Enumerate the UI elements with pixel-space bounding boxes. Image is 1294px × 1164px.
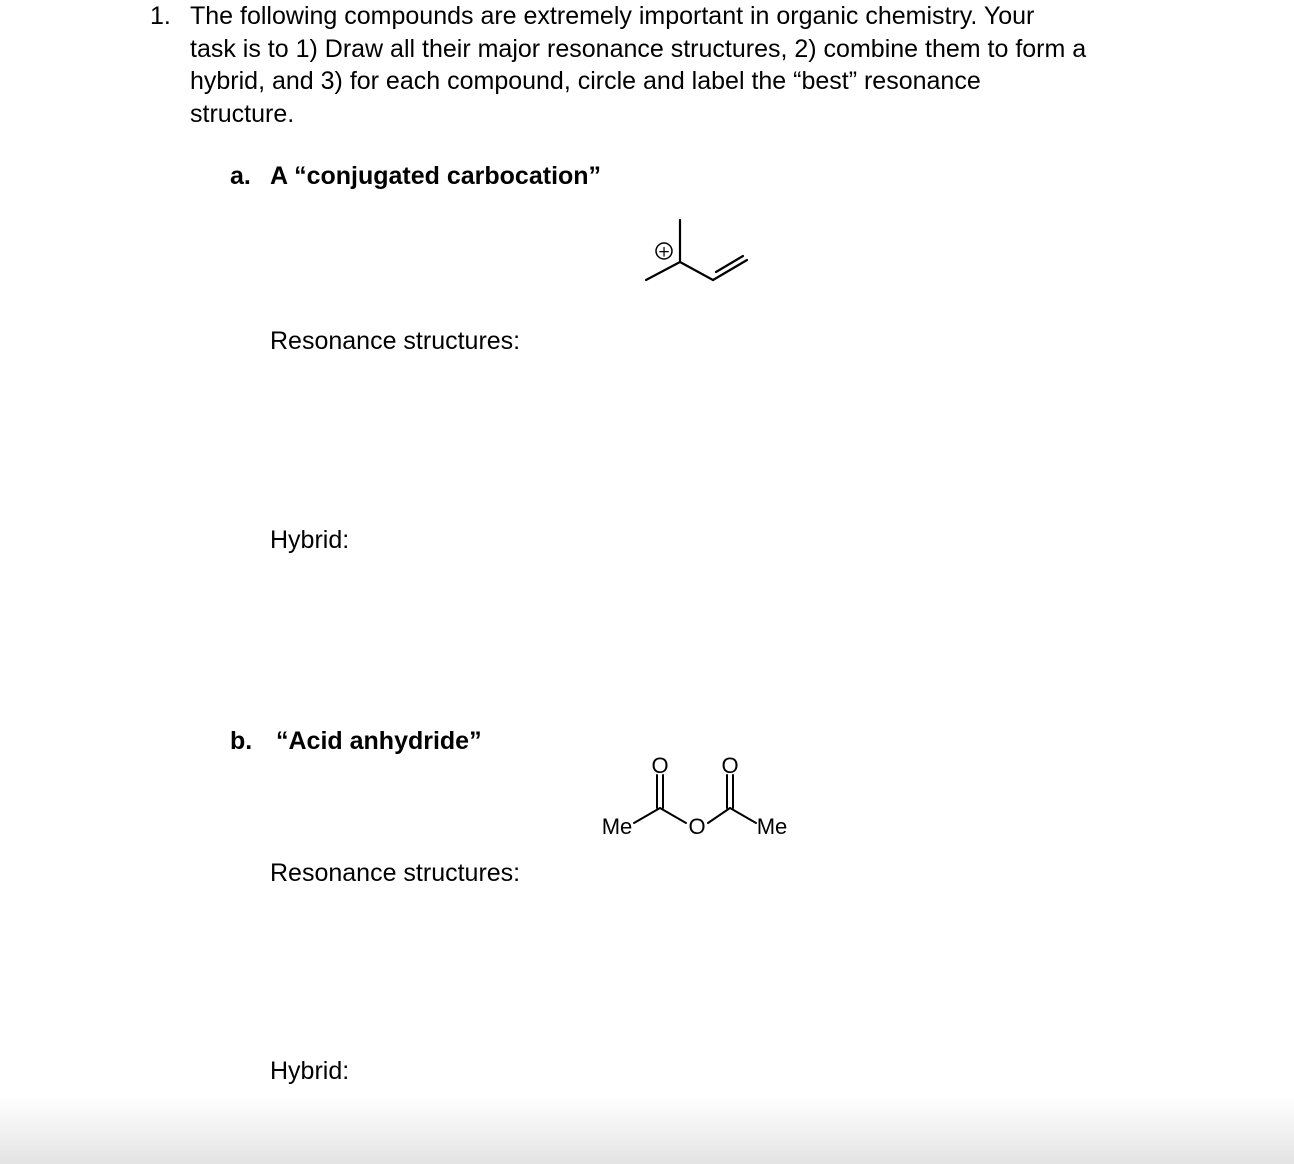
part-b-title: “Acid anhydride” [276,727,482,755]
question-line: The following compounds are extremely important in organic chemistry. Your [190,2,1035,30]
part-a-hybrid-label: Hybrid: [270,526,350,554]
bond-methyl-left [646,262,680,280]
carbonyl-oxygen-1: O [651,753,669,778]
part-a-title: A “conjugated carbocation” [270,162,602,190]
part-b-resonance-label: Resonance structures: [270,859,521,887]
bond-single [680,262,713,280]
question-line: hybrid, and 3) for each compound, circle and label the “best” resonance [190,67,981,95]
bond-c1-o-bridge [660,808,686,823]
part-a-letter: a. [230,162,251,190]
left-methyl-label: Me [601,814,633,839]
part-a-resonance-label: Resonance structures: [270,327,521,355]
question-line: structure. [190,99,295,128]
part-b-letter: b. [230,727,253,755]
question-number: 1. [150,2,171,30]
bond-o-bridge-c2 [708,808,730,823]
bridge-oxygen: O [688,814,706,839]
bottom-scroll-shadow [0,1096,1294,1164]
question-line: task is to 1) Draw all their major resonance structures, 2) combine them to form a [190,34,1087,63]
carbocation-structure [0,0,1294,400]
right-methyl-label: Me [756,814,788,839]
carbonyl-oxygen-2: O [721,753,739,778]
charge-symbol: + [657,242,671,261]
part-b-hybrid-label: Hybrid: [270,1057,350,1085]
bond-me-c1 [634,808,660,823]
bond-c2-me [730,808,756,823]
